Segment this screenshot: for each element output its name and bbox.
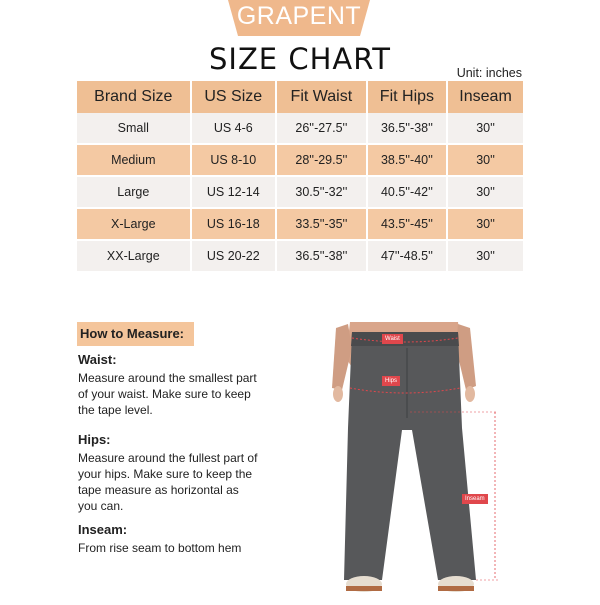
table-row <box>77 177 523 207</box>
hips-heading: Hips: <box>78 432 111 447</box>
waist-heading: Waist: <box>78 352 117 367</box>
header-inseam: Inseam <box>448 81 523 113</box>
cell-brand-size: X-Large <box>77 209 192 239</box>
cell-fit-waist: 36.5''-38'' <box>277 241 368 271</box>
cell-inseam: 30'' <box>448 113 523 143</box>
cell-fit-hips: 40.5''-42'' <box>368 177 448 207</box>
cell-fit-hips: 47''-48.5'' <box>368 241 448 271</box>
cell-brand-size: XX-Large <box>77 241 192 271</box>
cell-fit-waist: 26''-27.5'' <box>277 113 368 143</box>
page-title: SIZE CHART <box>208 42 392 76</box>
hips-tag: Hips <box>382 376 400 386</box>
waist-instructions <box>78 352 258 418</box>
unit-label: Unit: inches <box>456 66 522 80</box>
brand-banner <box>228 0 370 36</box>
cell-inseam: 30'' <box>448 145 523 175</box>
size-chart-table <box>77 81 523 271</box>
cell-us-size: US 4-6 <box>192 113 277 143</box>
cell-fit-hips: 43.5''-45'' <box>368 209 448 239</box>
waist-tag: Waist <box>382 334 403 344</box>
table-row <box>77 113 523 143</box>
table-row <box>77 209 523 239</box>
cell-fit-hips: 36.5''-38'' <box>368 113 448 143</box>
cell-inseam: 30'' <box>448 241 523 271</box>
cell-fit-hips: 38.5''-40'' <box>368 145 448 175</box>
header-brand-size: Brand Size <box>77 81 192 113</box>
cell-us-size: US 20-22 <box>192 241 277 271</box>
cell-fit-waist: 28''-29.5'' <box>277 145 368 175</box>
inseam-instructions <box>78 522 258 556</box>
cell-brand-size: Small <box>77 113 192 143</box>
pants-illustration <box>330 318 510 600</box>
hips-text: Measure around the fullest part of your hips. Make sure to keep the tape measure as horizontal as you can. <box>78 451 258 513</box>
brand-logo: GRAPENT <box>236 2 362 30</box>
inseam-text: From rise seam to bottom hem <box>78 541 242 555</box>
inseam-heading: Inseam: <box>78 522 128 537</box>
hips-instructions <box>78 432 258 514</box>
cell-fit-waist: 30.5''-32'' <box>277 177 368 207</box>
cell-us-size: US 16-18 <box>192 209 277 239</box>
header-fit-waist: Fit Waist <box>277 81 368 113</box>
header-fit-hips: Fit Hips <box>368 81 448 113</box>
cell-fit-waist: 33.5''-35'' <box>277 209 368 239</box>
cell-inseam: 30'' <box>448 209 523 239</box>
table-row <box>77 145 523 175</box>
header-us-size: US Size <box>192 81 277 113</box>
how-to-measure-heading: How to Measure: <box>77 322 194 346</box>
cell-brand-size: Medium <box>77 145 192 175</box>
table-row <box>77 241 523 271</box>
cell-brand-size: Large <box>77 177 192 207</box>
cell-us-size: US 12-14 <box>192 177 277 207</box>
pants-model-figure <box>330 318 510 600</box>
cell-us-size: US 8-10 <box>192 145 277 175</box>
table-header-row <box>77 81 523 113</box>
waist-text: Measure around the smallest part of your waist. Make sure to keep the tape level. <box>78 371 257 417</box>
inseam-tag: Inseam <box>462 494 488 504</box>
cell-inseam: 30'' <box>448 177 523 207</box>
